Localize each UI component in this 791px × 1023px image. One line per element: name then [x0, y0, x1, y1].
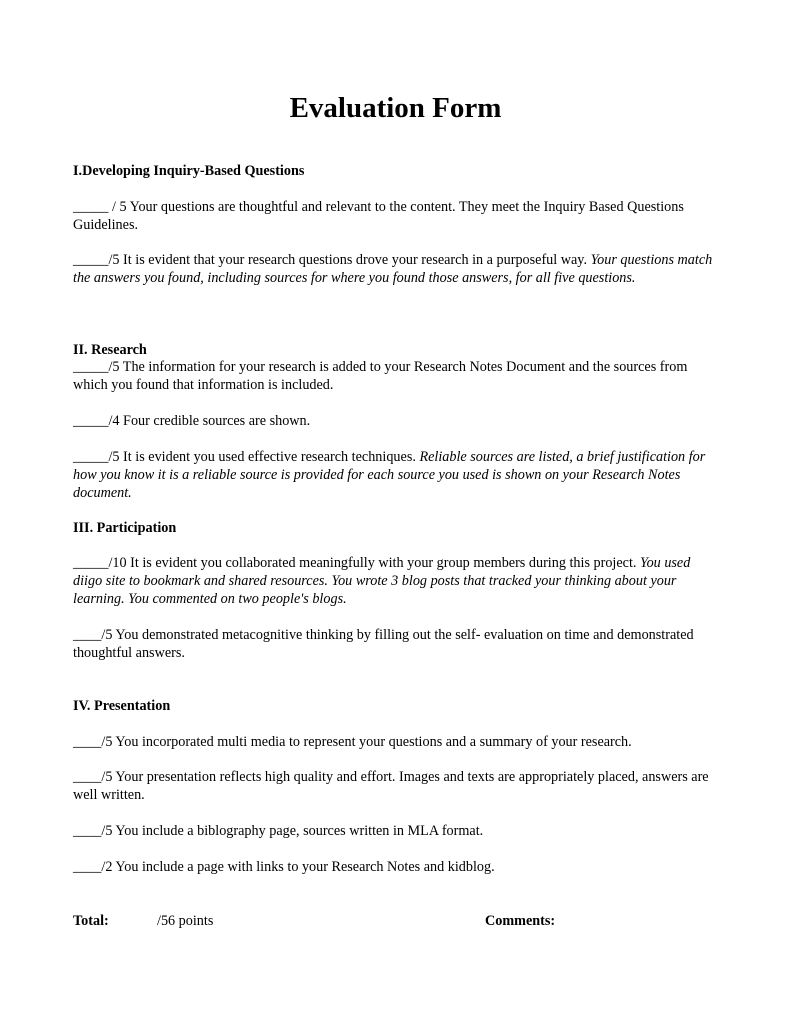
presentation-item-links: ____/2 You include a page with links to your Research Notes and kidblog.	[73, 859, 495, 875]
research-item-techniques-text: _____/5 It is evident you used effective research techniques.	[73, 449, 420, 465]
research-item-techniques-detail: Reliable sources are listed, a brief justification for how you know it is a reliable source is provided for each source you used is shown on your Research Notes document.	[73, 449, 706, 501]
research-item-notes: _____/5 The information for your research is added to your Research Notes Document and the sources from which you found that information is included.	[73, 359, 688, 393]
participation-item-collaboration-text: _____/10 It is evident you collaborated meaningfully with your group members during this project.	[73, 555, 640, 571]
participation-item-metacognitive: ____/5 You demonstrated metacognitive thinking by filling out the self- evaluation on time and demonstrated thoughtful answers.	[73, 627, 694, 661]
inquiry-item-purposeful-detail: Your questions match the answers you found, including sources for where you found those answers, for all five questions.	[73, 252, 713, 286]
total-row	[73, 912, 723, 930]
section-heading-inquiry: I.Developing Inquiry-Based Questions	[73, 163, 305, 179]
section-heading-presentation: IV. Presentation	[73, 698, 171, 714]
inquiry-item-questions: _____ / 5 Your questions are thoughtful and relevant to the content. They meet the Inquiry Based Questions Guidelines.	[73, 199, 684, 233]
page-title: Evaluation Form	[289, 92, 502, 124]
total-label: Total:	[73, 913, 109, 929]
inquiry-item-purposeful-text: _____/5 It is evident that your research questions drove your research in a purposeful way.	[73, 252, 591, 268]
presentation-item-quality: ____/5 Your presentation reflects high quality and effort. Images and texts are appropriately placed, answers are well written.	[73, 769, 709, 803]
presentation-item-bibliography: ____/5 You include a biblography page, sources written in MLA format.	[73, 823, 484, 839]
research-item-sources: _____/4 Four credible sources are shown.	[73, 413, 311, 429]
section-heading-research: II. Research	[73, 342, 147, 358]
research-item-techniques	[73, 448, 718, 502]
comments-label: Comments:	[485, 913, 556, 929]
section-heading-participation: III. Participation	[73, 520, 177, 536]
participation-item-collaboration-detail: You used diigo site to bookmark and shared resources. You wrote 3 blog posts that tracked your thinking about your learning. You commented on two people's blogs.	[73, 555, 691, 607]
inquiry-item-purposeful	[73, 251, 718, 287]
participation-item-collaboration	[73, 554, 718, 608]
presentation-item-multimedia: ____/5 You incorporated multi media to represent your questions and a summary of your research.	[73, 734, 632, 750]
total-points: /56 points	[157, 913, 214, 929]
